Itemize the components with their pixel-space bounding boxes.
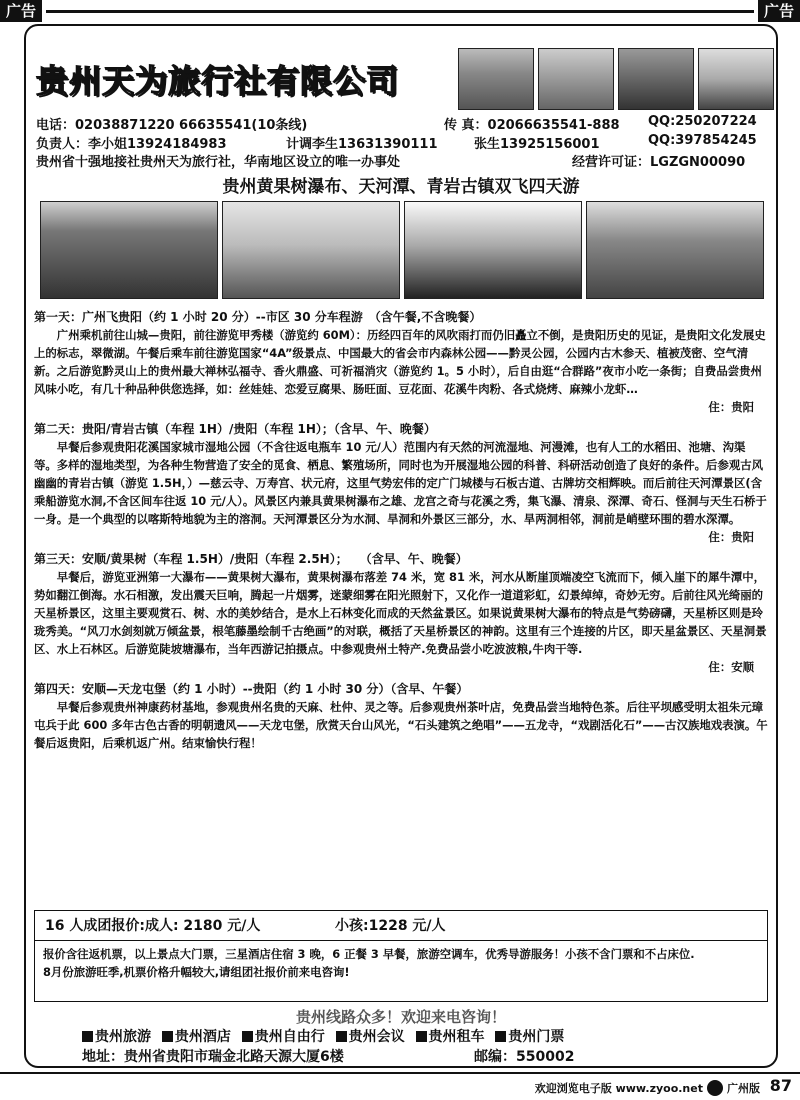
phone-label: 电话： bbox=[36, 118, 76, 133]
waterfall-photo bbox=[458, 48, 534, 110]
scenery-photo-row bbox=[40, 201, 764, 299]
day-description: 广州乘机前往山城—贵阳，前往游览甲秀楼（游览约 60M）：历经四百年的风吹雨打而仍旧矗立不倒，是贵阳历史的见证，是贵阳文化发展史上的标志，翠微湖。午餐后乘车前往游览国家“4A”级景点、中国最大的省会市内森林公园——黔灵公园，公园内古木参天、植被茂密、空气清新。之后游览黔灵山上的贵州最大禅林弘福寺、香火鼎盛、可祈福消灾（游览约 1。5 小时），后自由逛“合群路”夜市小吃一条街；自费品尝贵州风味小吃，有几十种品种供您选择，如：丝娃娃、恋爱豆腐果、肠旺面、豆花面、花溪牛肉粉、各式烧烤、麻辣小龙虾… bbox=[34, 328, 766, 396]
service-item: 贵州租车 bbox=[416, 1029, 485, 1045]
square-bullet-icon bbox=[82, 1031, 93, 1042]
child-price: 小孩:1228 元/人 bbox=[335, 918, 446, 934]
day-description: 早餐后参观贵阳花溪国家城市湿地公园（不含往返电瓶车 10 元/人）范围内有天然的河流湿地、河漫滩，也有人工的水稻田、池塘、沟渠等。多样的湿地类型，为各种生物营造了安全的觅食、栖息、繁殖场所，同时也为开展湿地公园的科普、科研活动创造了良好的条件。后参观古风幽幽的青岩古镇（游览 1.5H，）—慈云寺、万寿宫、状元府，这里气势宏伟的定广门城楼与石板古道、古牌坊交相辉映。而后前往天河潭景区(含乘船游览水洞,不含区间车往返 10 元/人）。风景区内兼具黄果树瀑布之雄、龙宫之奇与花溪之秀，集飞瀑、清泉、深潭、奇石、怪洞与天生石桥于一身。是一个典型的以喀斯特地貌为主的溶洞。天河潭景区分为水洞、旱洞和外景区三部分，水、旱两洞相邻，洞前是峭壁环围的碧水深潭。 bbox=[34, 440, 767, 526]
address: 地址：贵州省贵阳市瑞金北路天源大厦6楼 bbox=[82, 1049, 344, 1065]
square-bullet-icon bbox=[495, 1031, 506, 1042]
miao-costume-photo bbox=[538, 48, 614, 110]
qq-1: QQ:250207224 bbox=[648, 114, 757, 129]
day-title: 第一天：广州飞贵阳（约 1 小时 20 分）--市区 30 分车程游 （含午餐,不含晚餐） bbox=[34, 310, 482, 324]
website-text[interactable]: 欢迎浏览电子版 www.zyoo.net bbox=[534, 1082, 703, 1095]
page-number: 87 bbox=[769, 1076, 792, 1095]
day-3 bbox=[34, 550, 768, 676]
postcode: 邮编：550002 bbox=[474, 1049, 575, 1065]
ad-frame bbox=[24, 24, 778, 1068]
service-item: 贵州门票 bbox=[495, 1029, 564, 1045]
day-1 bbox=[34, 308, 768, 416]
header-photo-strip bbox=[458, 48, 774, 110]
day-description: 早餐后，游览亚洲第一大瀑布——黄果树大瀑布，黄果树瀑布落差 74 米，宽 81 米，河水从断崖顶端凌空飞流而下，倾入崖下的犀牛潭中，势如翻江倒海。水石相激，发出震天巨响，腾起一片烟雾，迷蒙细雾在阳光照射下，又化作一道道彩虹，幻景绰绰，奇妙无穷。后前往风光绮丽的天星桥景区，这里主要观赏石、树、水的美妙结合，是水上石林变化而成的天然盆景区。如果说黄果树大瀑布的特点是气势磅礴，天星桥区则是玲珑秀美。“风刀水剑刻就万倾盆景，根笔藤墨绘制千古绝画”的对联，概括了天星桥景区的神韵。这里有三个连接的片区，即天星盆景区、天星洞景区、水上石林区。后游览陡坡塘瀑布，当年西游记拍摄点。中参观贵州土特产.免费品尝小吃波波粮,牛肉干等. bbox=[34, 570, 767, 656]
contact-row-2 bbox=[36, 133, 757, 152]
day-title: 第四天：安顺—天龙屯堡（约 1 小时）--贵阳（约 1 小时 30 分）（含早、午餐） bbox=[34, 682, 469, 696]
gate-ceremony-photo bbox=[40, 201, 218, 299]
square-bullet-icon bbox=[162, 1031, 173, 1042]
dispatcher-contact: 计调李生13631390111 bbox=[286, 137, 438, 152]
license-number: 经营许可证：LGZGN00090 bbox=[572, 155, 746, 170]
day-title: 第三天：安顺/黄果树（车程 1.5H）/贵阳（车程 2.5H）； （含早、午、晚餐） bbox=[34, 552, 468, 566]
ad-label-right: 广告 bbox=[758, 0, 800, 22]
adult-price: 16 人成团报价:成人: 2180 元/人 bbox=[45, 918, 261, 934]
zyoo-logo-icon bbox=[707, 1080, 723, 1096]
square-bullet-icon bbox=[242, 1031, 253, 1042]
tour-title bbox=[26, 172, 776, 197]
page-footer bbox=[0, 1072, 800, 1100]
day-description: 早餐后参观贵州神康药材基地，参观贵州名贵的天麻、杜仲、灵之等。后参观贵州茶叶店，免费品尝当地特色茶。后往平坝感受明太祖朱元璋屯兵于此 600 多年古色古香的明朝遗风——天龙屯堡，欣赏天台山风光，“石头建筑之绝唱”——五龙寺，“戏剧活化石”——古汉族地戏表演。午餐后返贵阳，后乘机返广州。结束愉快行程！ bbox=[34, 700, 768, 750]
edition-label: 广州版 bbox=[727, 1082, 760, 1095]
zhang-contact: 张生13925156001 bbox=[474, 137, 600, 152]
price-line bbox=[35, 911, 767, 941]
address-row bbox=[82, 1046, 575, 1066]
building-photo bbox=[698, 48, 774, 110]
ad-label-left: 广告 bbox=[0, 0, 42, 22]
river-valley-photo bbox=[586, 201, 764, 299]
slogan: 贵州线路众多！欢迎来电咨询！ bbox=[295, 1008, 506, 1026]
tour-title-text: 贵州黄果树瀑布、天河潭、青岩古镇双飞四天游 bbox=[222, 177, 580, 197]
company-description: 贵州省十强地接社贵州天为旅行社，华南地区设立的唯一办事处 bbox=[36, 155, 401, 170]
manager-contact: 负责人：李小姐13924184983 bbox=[36, 137, 227, 152]
footer-text bbox=[535, 1080, 760, 1096]
karst-peak-photo bbox=[404, 201, 582, 299]
square-bullet-icon bbox=[336, 1031, 347, 1042]
contact-row-3 bbox=[36, 151, 746, 170]
mountain-photo bbox=[222, 201, 400, 299]
day-accommodation: 住：贵阳 bbox=[708, 400, 754, 414]
day-title: 第二天：贵阳/青岩古镇（车程 1H）/贵阳（车程 1H）；（含早、午、晚餐） bbox=[34, 422, 436, 436]
top-divider bbox=[46, 10, 754, 13]
service-item: 贵州酒店 bbox=[162, 1029, 231, 1045]
service-item: 贵州自由行 bbox=[242, 1029, 325, 1045]
day-2 bbox=[34, 420, 768, 546]
company-header bbox=[26, 26, 776, 168]
company-name: 贵州天为旅行社有限公司 bbox=[36, 62, 400, 100]
service-item: 贵州旅游 bbox=[82, 1029, 151, 1045]
peak-season-note: 8月份旅游旺季,机票价格升幅较大,请组团社报价前来电咨询! bbox=[43, 965, 350, 979]
square-bullet-icon bbox=[416, 1031, 427, 1042]
service-item: 贵州会议 bbox=[336, 1029, 405, 1045]
fax-number: 传 真：02066635541-888 bbox=[444, 118, 620, 133]
qq-2: QQ:397854245 bbox=[648, 133, 757, 148]
includes-text: 报价含往返机票，以上景点大门票，三星酒店住宿 3 晚，6 正餐 3 早餐，旅游空调车，优秀导游服务！小孩不含门票和不占床位. bbox=[43, 947, 695, 961]
day-accommodation: 住：安顺 bbox=[708, 660, 754, 674]
phone-number: 02038871220 66635541(10条线) bbox=[75, 118, 308, 133]
day-accommodation: 住：贵阳 bbox=[708, 530, 754, 544]
service-list bbox=[82, 1026, 570, 1046]
cave-photo bbox=[618, 48, 694, 110]
price-includes bbox=[43, 945, 759, 981]
day-4 bbox=[34, 680, 768, 752]
itinerary bbox=[34, 304, 768, 752]
contact-row-1 bbox=[36, 114, 757, 133]
price-box bbox=[34, 910, 768, 1002]
